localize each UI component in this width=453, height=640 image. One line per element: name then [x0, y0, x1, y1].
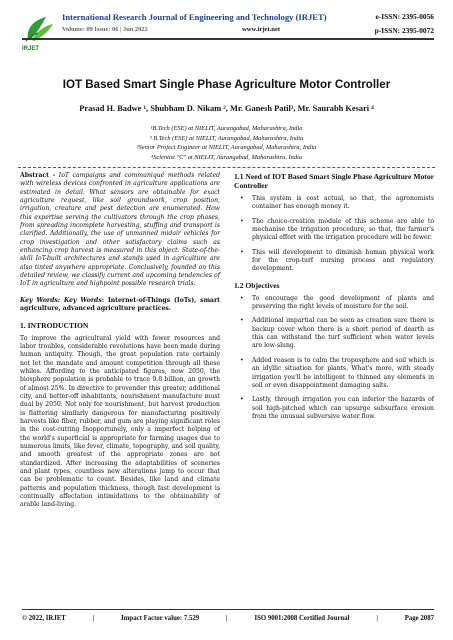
footer-copyright: © 2022, IRJET [22, 615, 66, 622]
keywords-label: Key Words: [20, 296, 61, 304]
list-item: • Additional impartial can be seen as creation sure there is backup cover when there is a short period of dearth as this can withstand the turf sufficient when water levels are low-slung. [234, 317, 434, 350]
affiliation-1: ¹B.Tech (ESE) at NIELIT, Aurangabad, Maharashtra, India [150, 125, 303, 132]
abstract-label: Abstract - [20, 172, 56, 179]
footer-separator: | [92, 615, 95, 622]
paper-authors: Prasad H. Badwe ¹, Shubham D. Nikam ², Mr. Ganesh Patil³, Mr. Saurabh Kesari ⁴ [79, 104, 374, 113]
footer-separator: | [226, 615, 228, 622]
footer-iso: ISO 9001:2008 Certified Journal [254, 615, 350, 622]
logo-text: IRJET [22, 46, 40, 52]
list-item: • The choice-creation module of this scheme are able to mechanise the irrigation procedure, so that, the farmer's physical effort with the irrigation procedure will be fewer. [234, 218, 434, 243]
affiliation-3: ³Senior Project Engineer at NIELIT, Aurangabad, Maharashtra, India [136, 144, 317, 152]
abstract [20, 172, 220, 289]
list-item: • To encourage the good development of plants and preserving the right levels of moisture for the soil. [234, 295, 434, 312]
keywords-text: : Internet-of-Things (IoTs), smart agriculture, advanced agriculture practices. [20, 296, 220, 313]
need-list [234, 195, 434, 274]
footer-separator: | [376, 615, 378, 622]
eissn: e-ISSN: 2395-0056 [375, 12, 434, 21]
objectives-heading: 1.2 Objectives [234, 280, 280, 290]
list-item: • Added reason is to calm the troposphere and soil which is an idyllic situation for plants. What's more, with steady irrigation you'll be intelligent to thinned any elements in soil or even disappointment damaging salts. [234, 357, 434, 390]
list-item: • This will development to diminish human physical work for the crop-turf nursing process and regulatory development. [234, 249, 434, 274]
page-footer [22, 609, 434, 622]
pissn: p-ISSN: 2395-0072 [374, 26, 434, 35]
affiliation-2: ² B.Tech (ESE) at NIELIT, Aurangabad, Maharashtra, India [149, 134, 304, 142]
paper-title: IOT Based Smart Single Phase Agriculture Motor Controller [62, 78, 391, 91]
need-heading: 1.1 Need of IOT Based Smart Single Phase Agriculture Motor Controller [234, 172, 434, 190]
journal-header [22, 10, 434, 56]
volume-issue: Volume: 09 Issue: 06 | Jun 2022 [62, 26, 148, 33]
affiliation-4: ⁴Scientist "C" at NIELIT, Aurangabad, Maharashtra, India [151, 153, 302, 161]
footer-impact-factor: Impact Factor value: 7.529 [121, 615, 200, 622]
footer-page-number: Page 2087 [404, 615, 434, 622]
introduction-text: To improve the agricultural yield with fewer resources and labor troubles, considerable revolutions have been made during human antiquity. Though, the great population rate certainly not let the mandate and amount competition through all these whiles. Affording to the anticipated figures, now 2050, the biosphere population is probable to trace 9.8 billion, an growth of almost 25%. In directive to provender this greater, additional city, and better-off inhabitants, nourishment manufacture must dual by 2050. Not only for nourishment, but harvest production is flattering similarly dangerous for manufacturing positively harvests like fiber, rubber, and gum are playing significant roles in the cost-cutting Inopportunely, only a imperfect helping of the world's superficial is appropriate for farming usages due to numerous limits, like fever, climate, topography, and soil quality, and smooth greatest of the appropriate zones are not standardized. After increasing the adaptabilities of sceneries and plant types, countless new alterations jump to occur that can be problematic to count. Besides, like land and climate patterns and population thickness, though fast development is continually affectation intimidations to the obtainability of arable land-living. [20, 334, 220, 509]
section-divider [18, 167, 435, 168]
journal-website: www.irjet.net [242, 26, 281, 33]
introduction-heading: 1. INTRODUCTION [20, 320, 89, 330]
irjet-logo-icon [22, 14, 56, 44]
journal-title: International Research Journal of Engineering and Technology (IRJET) [62, 12, 327, 22]
keywords-label-2: Key Words [60, 296, 102, 304]
objectives-list [234, 295, 434, 421]
left-column [20, 172, 220, 516]
affiliations [0, 124, 453, 162]
abstract-text: IoT campaigns and communiqué methods related with wireless devices confronted in agriculture applications are estimated in detail. What sensors are obtainable for exact agriculture request, like soil groundwork, crop position, irrigation, creature and pest detection are enumerated. How this expertise serving the cultivators through the crop phases, from spreading incomplete harvesting, stuffing and transport is clarified. Additionally, the use of unmanned midair vehicles for crop investigation and other satisfactory claims such as enhancing crop harvest is measured in this object. State-of-the-skill IoT-built architectures and stands used in agriculture are also tinted anywhere appropriate. Conclusively, founded on this detailed review, we classify current and upcoming tendencies of IoT in agriculture and highpoint possible research trials. [20, 172, 220, 288]
right-column [234, 172, 434, 427]
header-rule [22, 38, 434, 40]
list-item: • Lastly, through irrigation you can inferior the hazards of soil high-pitched which can upsurge subsurface erosion from the unusual subversive water flow. [234, 396, 434, 421]
keywords [20, 297, 220, 314]
list-item: • This system is cost actual, so that, the agronomists container has enough money it. [234, 195, 434, 212]
